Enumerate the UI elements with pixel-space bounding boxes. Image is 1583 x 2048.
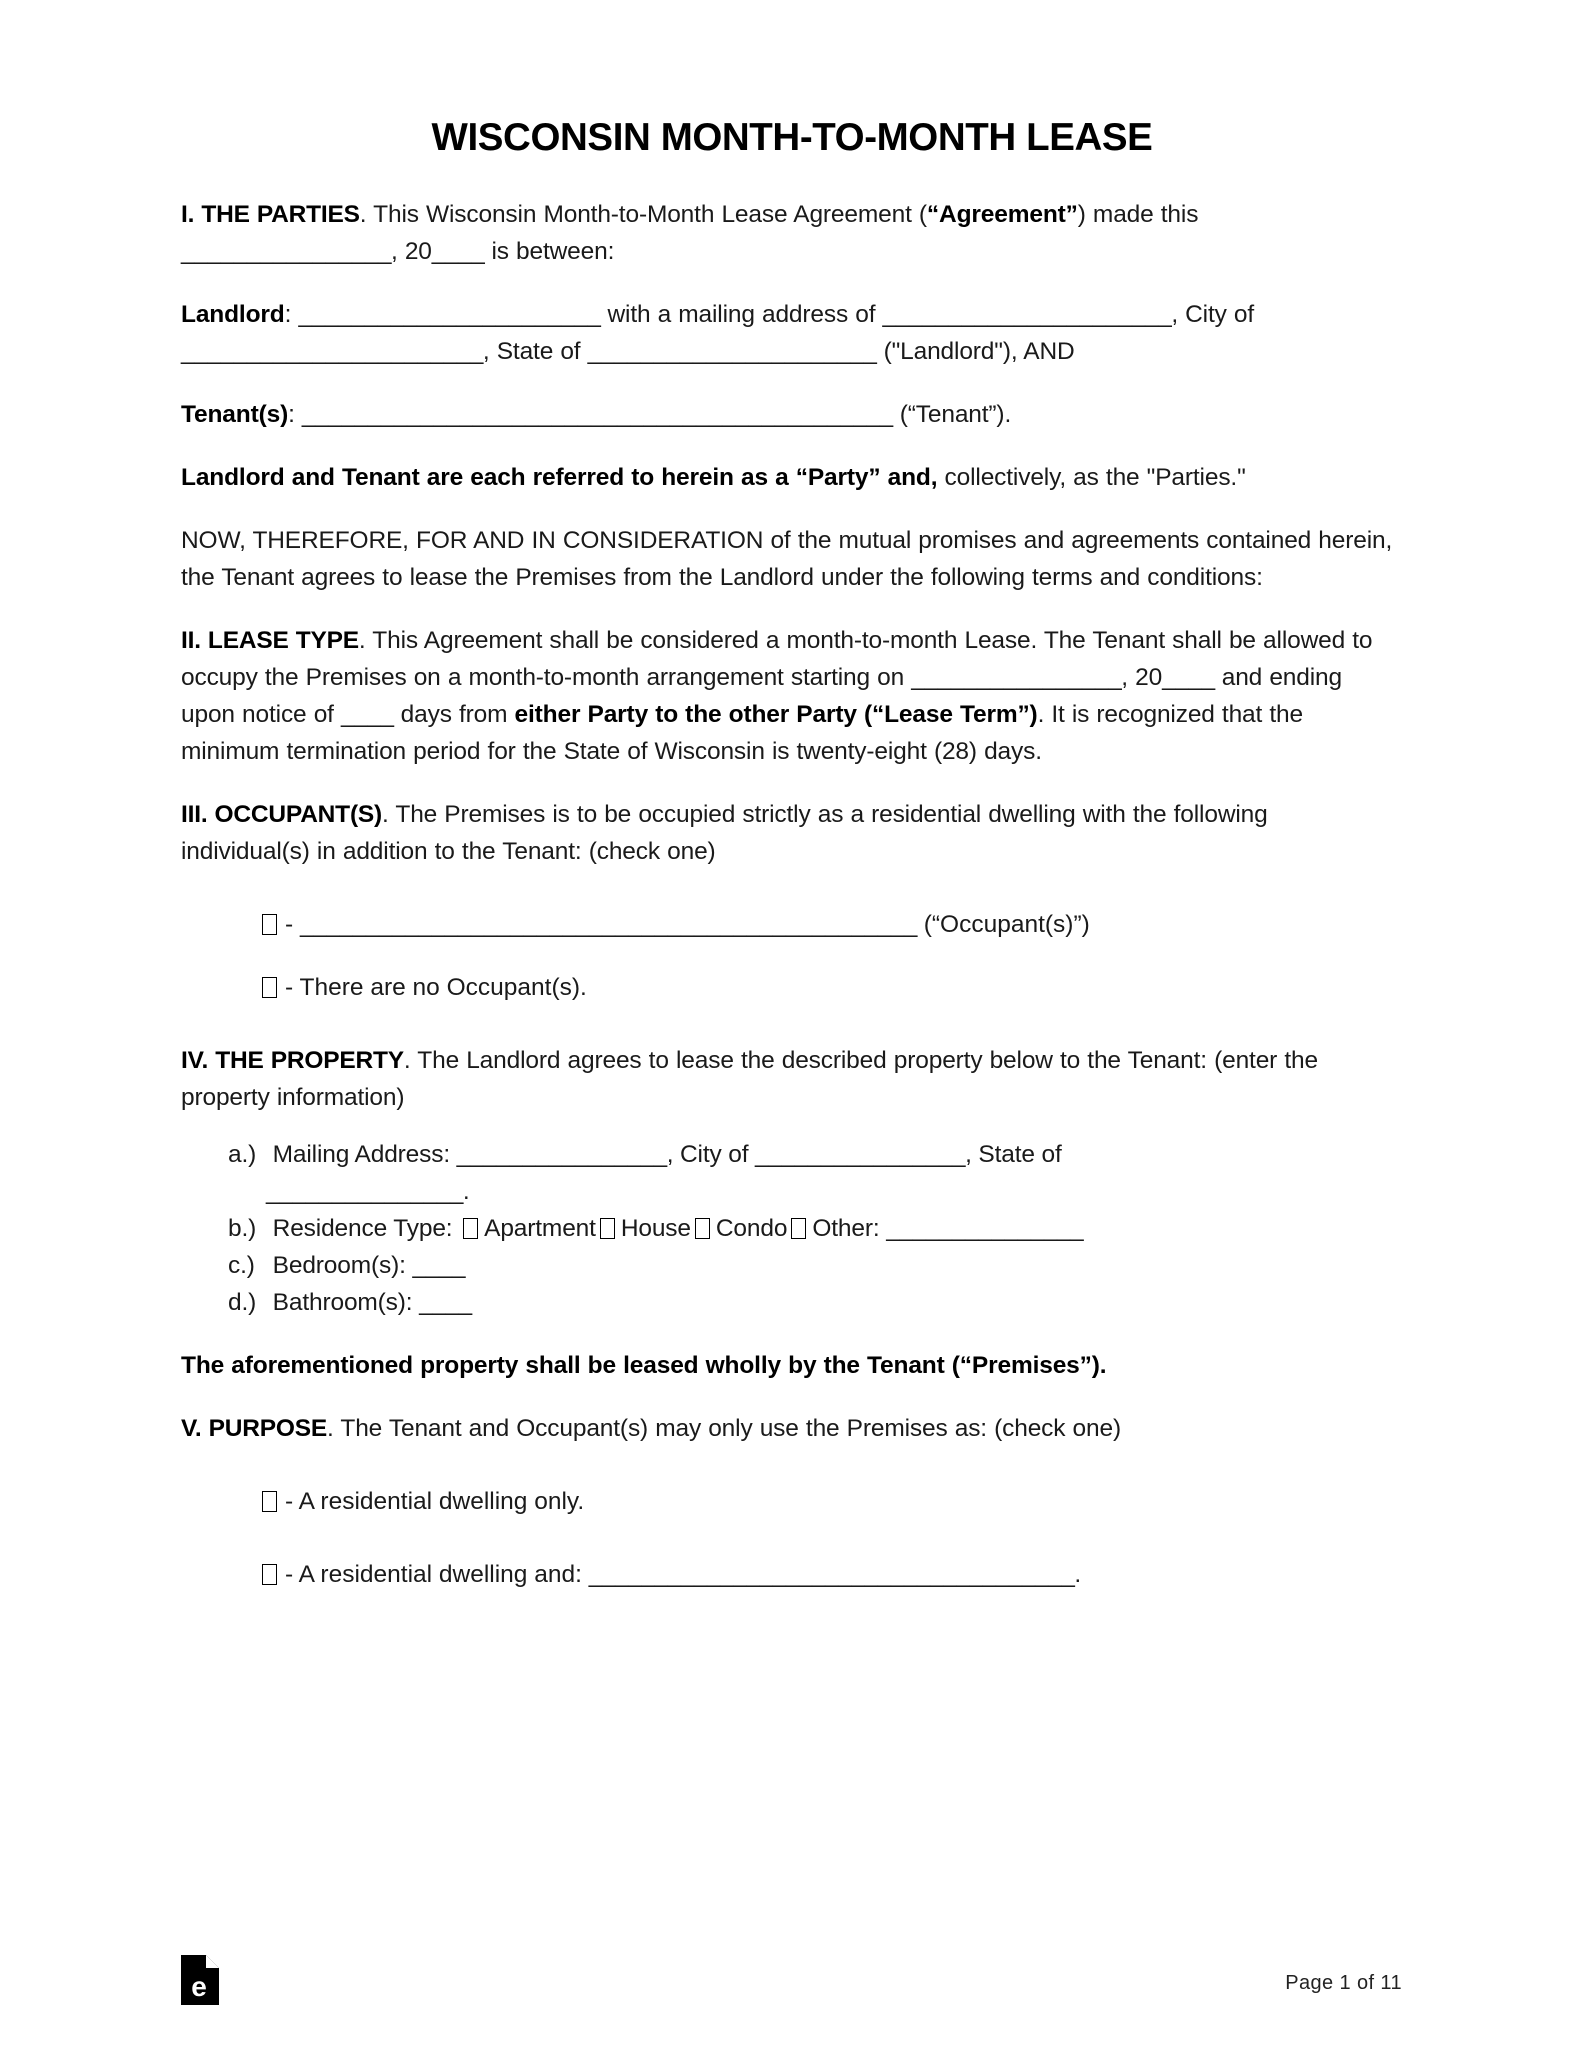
landlord-city-blank[interactable]: _______________________ (181, 338, 483, 365)
property-item-b-label: b.) (228, 1215, 257, 1242)
section-heading-parties: I. THE PARTIES (181, 201, 360, 228)
checkbox-occupants-listed[interactable] (262, 914, 277, 935)
spacer (181, 433, 1403, 459)
purpose-option-2-label: - A residential dwelling and: (285, 1561, 589, 1588)
spacer (181, 270, 1403, 296)
premises-closing-line (181, 1347, 1403, 1384)
spacer (181, 770, 1403, 796)
spacer (181, 160, 1403, 196)
section-heading-lease-type: II. LEASE TYPE (181, 627, 359, 654)
property-item-a-text-2: , City of (666, 1141, 756, 1168)
property-item-a-text-1: Mailing Address: (266, 1141, 457, 1168)
residence-type-apartment-label: Apartment (484, 1215, 596, 1242)
section-occupants (181, 796, 1403, 870)
section-purpose (181, 1410, 1403, 1447)
residence-type-condo-label: Condo (715, 1215, 788, 1242)
parties-year-blank[interactable]: ____ (431, 238, 485, 265)
lease-term-clause: either Party to the other Party (“Lease Term”) (514, 701, 1038, 728)
tenant-block (181, 396, 1403, 433)
landlord-text-2: , City of (1171, 301, 1255, 328)
checkbox-no-occupants[interactable] (262, 977, 277, 998)
lease-start-year-blank[interactable]: ____ (1162, 664, 1215, 691)
checkbox-purpose-residential-only[interactable] (262, 1491, 277, 1512)
property-item-a-text-3: , State of (965, 1141, 1062, 1168)
property-item-d-label: d.) (228, 1289, 257, 1316)
residence-type-other-blank[interactable]: _______________ (886, 1215, 1084, 1242)
bedrooms-blank[interactable]: ____ (412, 1252, 465, 1279)
landlord-name-blank[interactable]: _______________________ (298, 301, 601, 328)
lease-type-text-5: . It is recognized that the minimum termination period for the State of Wisconsin is twenty-eight (28) days. (181, 701, 1303, 765)
property-item-c (228, 1247, 1403, 1284)
lease-type-text-4: days from (393, 701, 515, 728)
occupants-option-1-dash: - (285, 911, 300, 938)
purpose-option-2-content (285, 1556, 1403, 1593)
agreement-term: “Agreement” (926, 201, 1078, 228)
landlord-text-1: with a mailing address of (600, 301, 883, 328)
spacer (181, 596, 1403, 622)
party-definition-rest: collectively, as the "Parties." (937, 464, 1246, 491)
property-address-blank[interactable]: ________________ (456, 1141, 667, 1168)
landlord-colon: : (284, 301, 299, 328)
occupants-option-2[interactable] (262, 969, 1403, 1006)
occupants-option-1[interactable] (262, 906, 1403, 943)
residence-type-other-label: Other: (812, 1215, 887, 1242)
parties-date-blank[interactable]: ________________ (181, 238, 392, 265)
section-heading-property: IV. THE PROPERTY (181, 1047, 404, 1074)
property-city-blank[interactable]: ________________ (755, 1141, 966, 1168)
spacer (181, 1116, 1403, 1136)
document-body (181, 0, 1403, 1593)
parties-text-2: ) made this (1077, 201, 1199, 228)
tenant-text: (“Tenant”). (892, 401, 1012, 428)
party-definition (181, 459, 1403, 496)
property-item-a (228, 1136, 1403, 1210)
parties-text-3: , 20 (391, 238, 432, 265)
landlord-text-4: ("Landlord"), AND (876, 338, 1075, 365)
property-item-c-label: c.) (228, 1252, 255, 1279)
purpose-option-1[interactable] (262, 1483, 1403, 1520)
spacer (181, 870, 1403, 906)
checkbox-purpose-residential-and[interactable] (262, 1564, 277, 1585)
purpose-option-1-label: - A residential dwelling only. (285, 1488, 585, 1515)
tenant-colon: : (288, 401, 302, 428)
occupants-name-blank[interactable]: _______________________________________________ (299, 911, 917, 938)
property-state-blank[interactable]: _______________ (266, 1178, 463, 1205)
consideration-rest: of the mutual promises and agreements contained herein, the Tenant agrees to lease the Premises from the Landlord under the following terms and conditions: (181, 527, 1393, 591)
checkbox-residence-apartment[interactable] (463, 1218, 478, 1239)
page-title: WISCONSIN MONTH-TO-MONTH LEASE (431, 116, 1153, 159)
property-item-a-continued (266, 1173, 1403, 1210)
section-lease-type (181, 622, 1403, 770)
parties-text-4: is between: (484, 238, 615, 265)
property-item-a-label: a.) (228, 1141, 257, 1168)
consideration-caps: NOW, THEREFORE, FOR AND IN CONSIDERATION (181, 527, 764, 554)
lease-type-text-3: and ending upon notice of (181, 664, 1342, 728)
bathrooms-blank[interactable]: ____ (419, 1289, 472, 1316)
landlord-label: Landlord (181, 301, 285, 328)
occupants-option-1-content (285, 906, 1403, 943)
lease-notice-days-blank[interactable]: ____ (340, 701, 394, 728)
residence-type-house-label: House (620, 1215, 691, 1242)
occupants-option-2-label: - There are no Occupant(s). (285, 974, 587, 1001)
purpose-option-2-end: . (1074, 1561, 1082, 1588)
svg-text:e: e (191, 1971, 207, 2002)
tenant-label: Tenant(s) (181, 401, 289, 428)
landlord-address-blank[interactable]: ______________________ (882, 301, 1172, 328)
spacer (181, 1384, 1403, 1410)
spacer (181, 943, 1403, 969)
spacer (181, 370, 1403, 396)
section-heading-purpose: V. PURPOSE (181, 1415, 328, 1442)
landlord-state-blank[interactable]: ______________________ (587, 338, 877, 365)
checkbox-residence-house[interactable] (600, 1218, 615, 1239)
property-item-d (228, 1284, 1403, 1321)
page-number: Page 1 of 11 (1285, 1972, 1402, 1994)
property-item-b (228, 1210, 1403, 1247)
spacer (181, 1447, 1403, 1483)
consideration-paragraph (181, 522, 1403, 596)
property-text: . The Landlord agrees to lease the described property below to the Tenant: (enter the property information) (181, 1047, 1318, 1111)
section-heading-occupants: III. OCCUPANT(S) (181, 801, 383, 828)
lease-type-text-1: . This Agreement shall be considered a month-to-month Lease. The Tenant shall be allowed to occupy the Premises on a month-to-month arrangement starting on (181, 627, 1373, 691)
parties-text-1: . This Wisconsin Month-to-Month Lease Agreement ( (359, 201, 927, 228)
premises-closing-text: The aforementioned property shall be leased wholly by the Tenant (“Premises”). (181, 1352, 1107, 1379)
purpose-option-2[interactable] (262, 1556, 1403, 1593)
spacer (181, 1520, 1403, 1556)
purpose-text: . The Tenant and Occupant(s) may only use the Premises as: (check one) (327, 1415, 1121, 1442)
property-item-c-text: Bedroom(s): (266, 1252, 413, 1279)
property-item-list (228, 1136, 1403, 1321)
checkbox-residence-other[interactable] (791, 1218, 806, 1239)
lease-type-text-2: , 20 (1121, 664, 1163, 691)
spacer (181, 1006, 1403, 1042)
purpose-other-blank[interactable]: _____________________________________ (588, 1561, 1075, 1588)
landlord-block (181, 296, 1403, 370)
lease-start-date-blank[interactable]: ________________ (911, 664, 1122, 691)
occupants-option-1-label: (“Occupant(s)”) (916, 911, 1090, 938)
property-item-d-text: Bathroom(s): (266, 1289, 420, 1316)
occupants-text: . The Premises is to be occupied strictly as a residential dwelling with the following individual(s) in addition to the Tenant: (check one) (181, 801, 1268, 865)
property-item-a-text-4: . (462, 1178, 470, 1205)
section-property (181, 1042, 1403, 1116)
party-definition-bold: Landlord and Tenant are each referred to herein as a “Party” and, (181, 464, 938, 491)
spacer (181, 496, 1403, 522)
landlord-text-3: , State of (482, 338, 588, 365)
eforms-logo-icon[interactable] (181, 1955, 219, 2005)
spacer (181, 1321, 1403, 1347)
section-parties-intro (181, 196, 1403, 270)
page-footer (181, 1955, 1402, 2025)
property-item-b-text: Residence Type: (266, 1215, 460, 1242)
checkbox-residence-condo[interactable] (695, 1218, 710, 1239)
tenant-name-blank[interactable]: _____________________________________________ (301, 401, 893, 428)
